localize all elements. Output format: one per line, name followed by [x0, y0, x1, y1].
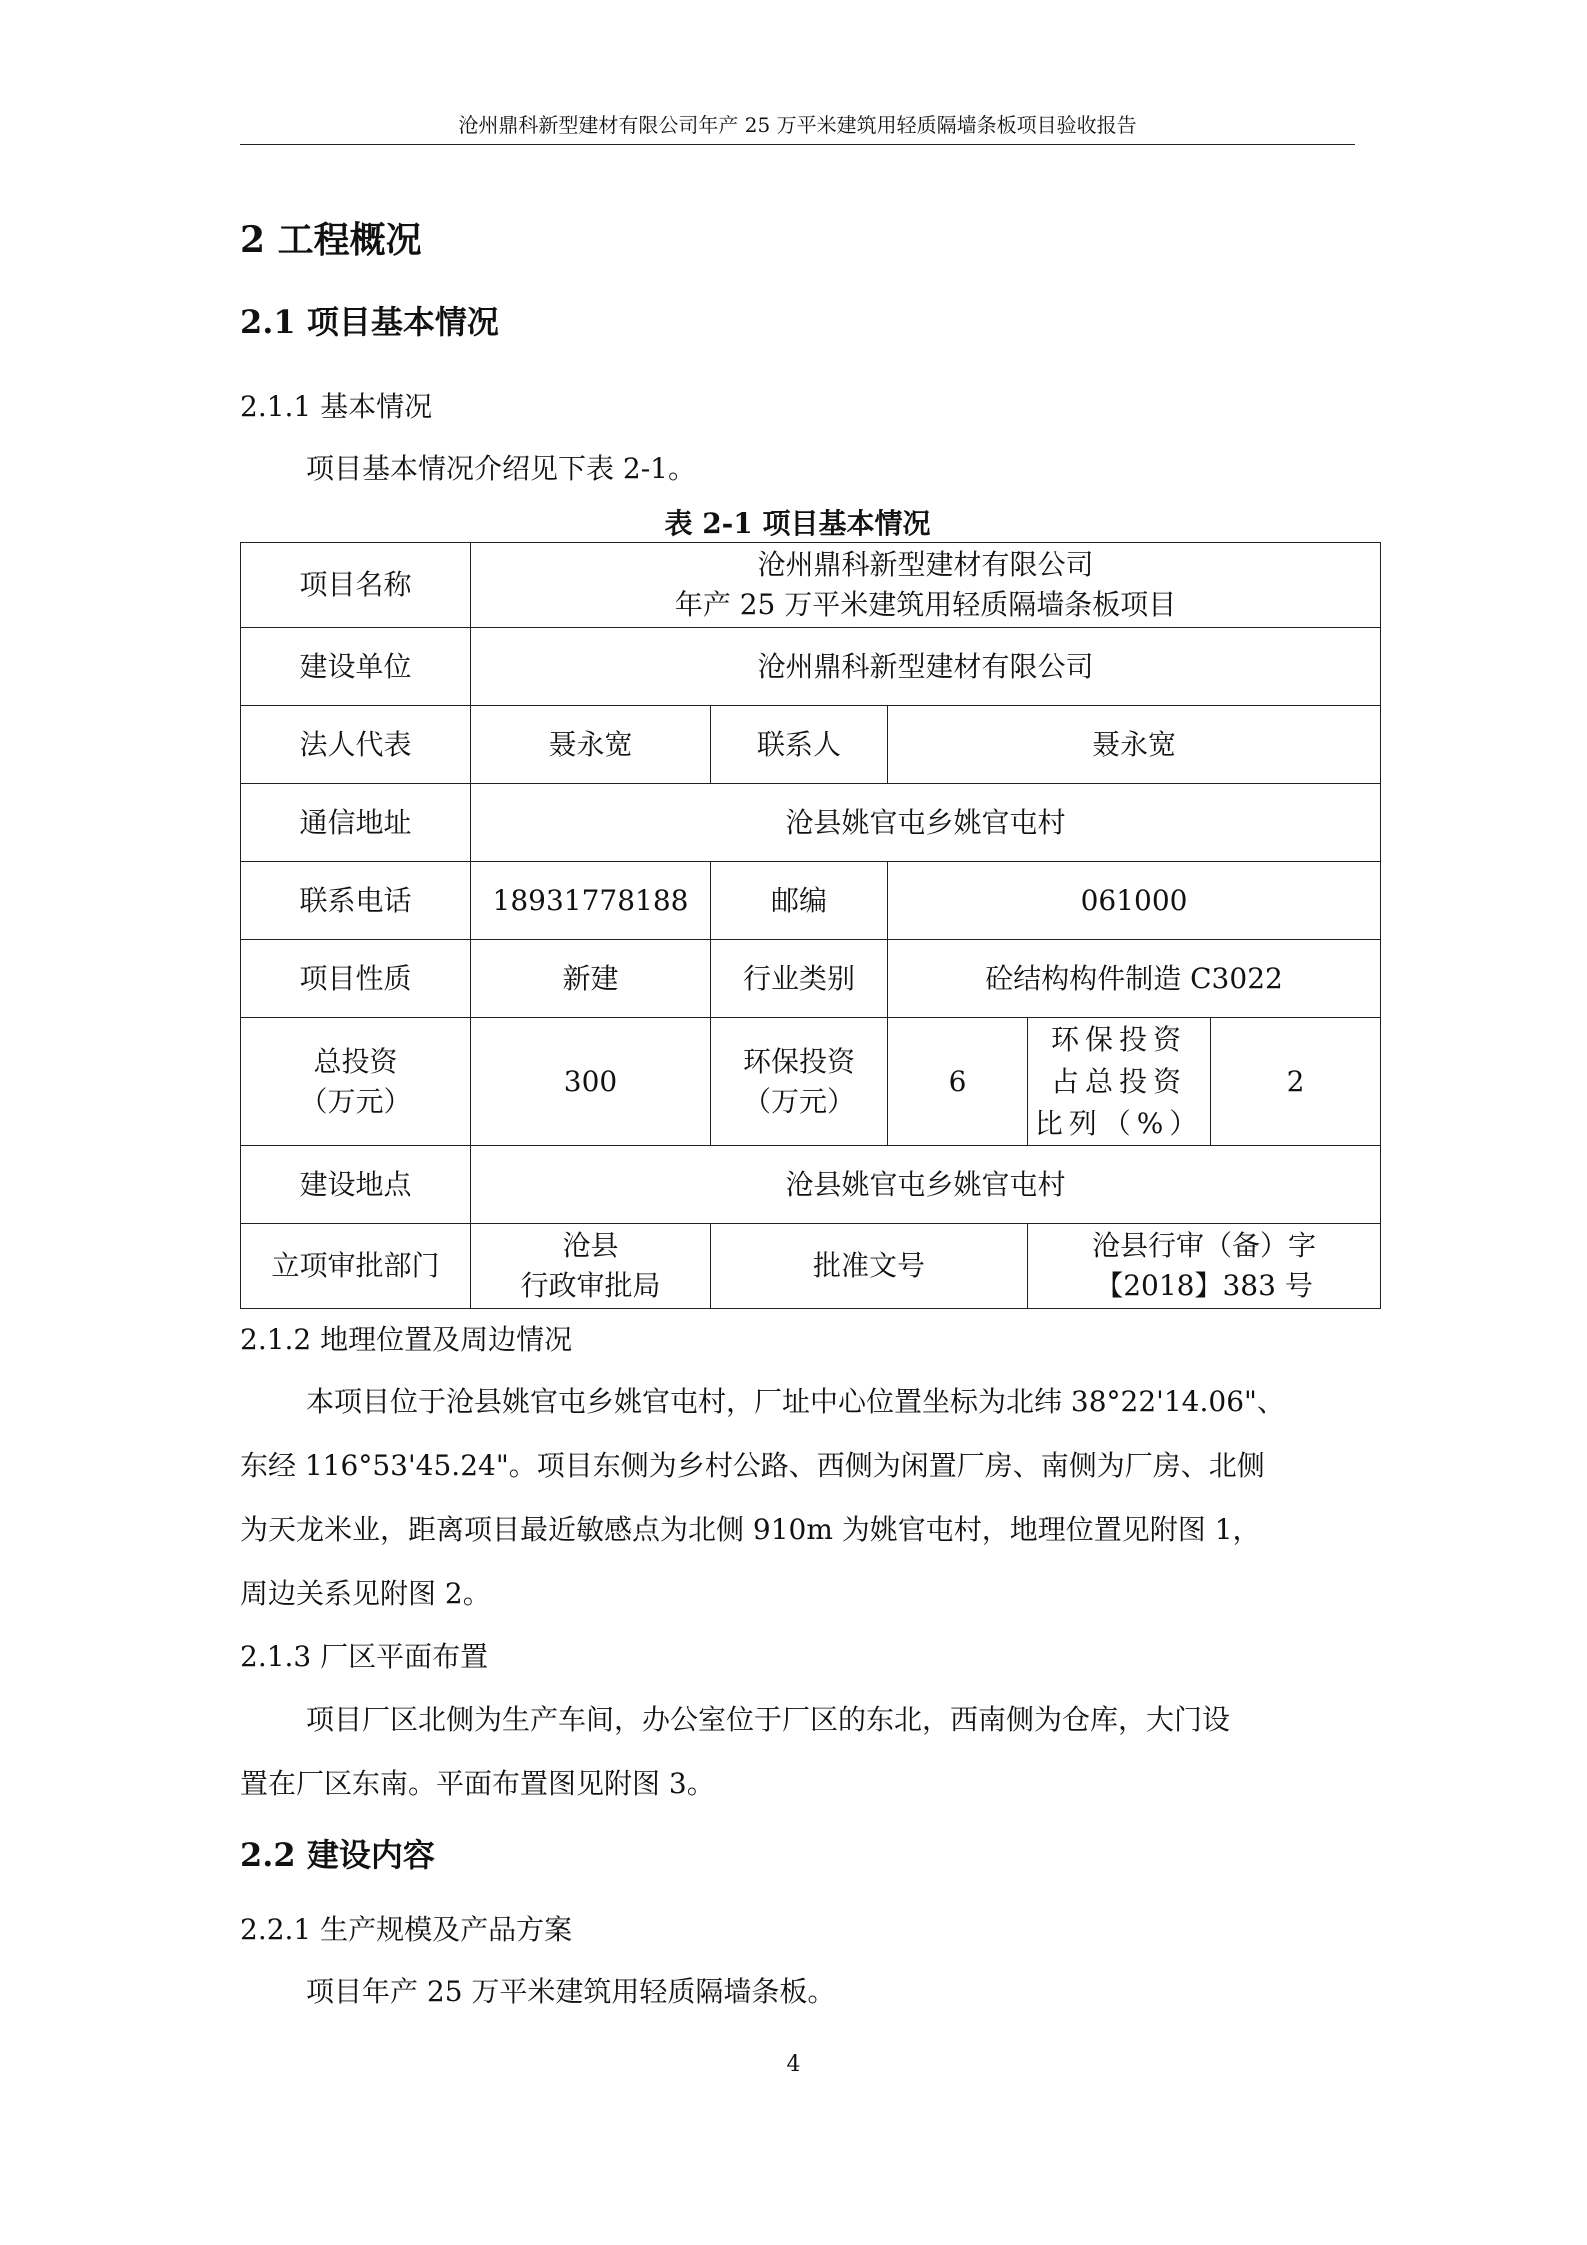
- section-2-1-heading: 2.1 项目基本情况: [240, 303, 499, 341]
- section-2-heading: 2 工程概况: [240, 219, 422, 261]
- section-2-2-heading: 2.2 建设内容: [240, 1836, 435, 1874]
- phone-value: 18931778188: [471, 862, 711, 940]
- project-info-table: [240, 542, 1381, 1309]
- section-2-1-2-heading: 2.1.2 地理位置及周边情况: [240, 1323, 573, 1356]
- project-name-value: [471, 543, 1381, 628]
- approval-dept-label: 立项审批部门: [241, 1224, 471, 1309]
- table-row: [241, 940, 1381, 1018]
- postcode-value: 061000: [888, 862, 1381, 940]
- contact-label: 联系人: [711, 706, 888, 784]
- layout-paragraph-line2: 置在厂区东南。平面布置图见附图 3。: [240, 1767, 715, 1800]
- industry-value: 砼结构构件制造 C3022: [888, 940, 1381, 1018]
- site-value: 沧县姚官屯乡姚官屯村: [471, 1146, 1381, 1224]
- address-label: 通信地址: [241, 784, 471, 862]
- table-row: [241, 1224, 1381, 1309]
- approval-no-value: [1028, 1224, 1381, 1309]
- location-paragraph-line3: 为天龙米业，距离项目最近敏感点为北侧 910m 为姚官屯村，地理位置见附图 1，: [240, 1513, 1261, 1546]
- site-label: 建设地点: [241, 1146, 471, 1224]
- table-row: [241, 543, 1381, 628]
- project-name-line2: 年产 25 万平米建筑用轻质隔墙条板项目: [674, 588, 1177, 621]
- table-row: [241, 628, 1381, 706]
- builder-label: 建设单位: [241, 628, 471, 706]
- env-ratio-label-line1: 环保投资: [1050, 1022, 1187, 1056]
- total-invest-label-line1: 总投资: [313, 1044, 398, 1078]
- env-invest-value: 6: [888, 1018, 1028, 1146]
- env-ratio-label-line3: 比列（%）: [1034, 1106, 1204, 1140]
- section-2-1-1-heading: 2.1.1 基本情况: [240, 390, 433, 423]
- table-row: [241, 862, 1381, 940]
- approval-no-value-line1: 沧县行审（备）字: [1092, 1229, 1317, 1262]
- approval-no-label: 批准文号: [711, 1224, 1028, 1309]
- location-paragraph-line4: 周边关系见附图 2。: [240, 1577, 491, 1610]
- legal-rep-label: 法人代表: [241, 706, 471, 784]
- env-ratio-value: 2: [1211, 1018, 1381, 1146]
- table-row: [241, 1146, 1381, 1224]
- table-intro-paragraph: 项目基本情况介绍见下表 2-1。: [306, 452, 696, 485]
- table-row: [241, 706, 1381, 784]
- project-name-line1: 沧州鼎科新型建材有限公司: [757, 548, 1094, 581]
- section-2-1-3-heading: 2.1.3 厂区平面布置: [240, 1640, 489, 1673]
- approval-dept-value: [471, 1224, 711, 1309]
- approval-dept-value-line2: 行政审批局: [520, 1269, 661, 1302]
- env-invest-label: [711, 1018, 888, 1146]
- env-invest-label-line2: （万元）: [742, 1084, 855, 1118]
- builder-value: 沧州鼎科新型建材有限公司: [471, 628, 1381, 706]
- project-name-label: 项目名称: [241, 543, 471, 628]
- legal-rep-value: 聂永宽: [471, 706, 711, 784]
- phone-label: 联系电话: [241, 862, 471, 940]
- total-invest-label: [241, 1018, 471, 1146]
- nature-label: 项目性质: [241, 940, 471, 1018]
- nature-value: 新建: [471, 940, 711, 1018]
- address-value: 沧县姚官屯乡姚官屯村: [471, 784, 1381, 862]
- table-row: [241, 784, 1381, 862]
- production-paragraph: 项目年产 25 万平米建筑用轻质隔墙条板。: [306, 1975, 836, 2008]
- location-paragraph-line1: 本项目位于沧县姚官屯乡姚官屯村，厂址中心位置坐标为北纬 38°22'14.06"、: [306, 1385, 1285, 1418]
- postcode-label: 邮编: [711, 862, 888, 940]
- total-invest-value: 300: [471, 1018, 711, 1146]
- table-row: [241, 1018, 1381, 1146]
- industry-label: 行业类别: [711, 940, 888, 1018]
- approval-no-value-line2: 【2018】383 号: [1095, 1269, 1313, 1302]
- env-ratio-label-line2: 占总投资: [1050, 1064, 1187, 1098]
- table-2-1-caption: 表 2-1 项目基本情况: [664, 507, 931, 540]
- approval-dept-value-line1: 沧县: [562, 1229, 619, 1262]
- page-number: 4: [786, 2052, 801, 2077]
- env-ratio-label: [1028, 1018, 1211, 1146]
- running-header: 沧州鼎科新型建材有限公司年产 25 万平米建筑用轻质隔墙条板项目验收报告: [240, 110, 1355, 145]
- location-paragraph-line2: 东经 116°53'45.24"。项目东侧为乡村公路、西侧为闲置厂房、南侧为厂房、北侧: [240, 1449, 1265, 1482]
- total-invest-label-line2: （万元）: [299, 1084, 412, 1118]
- layout-paragraph-line1: 项目厂区北侧为生产车间，办公室位于厂区的东北，西南侧为仓库，大门设: [306, 1703, 1231, 1736]
- env-invest-label-line1: 环保投资: [742, 1044, 855, 1078]
- section-2-2-1-heading: 2.2.1 生产规模及产品方案: [240, 1913, 573, 1946]
- contact-value: 聂永宽: [888, 706, 1381, 784]
